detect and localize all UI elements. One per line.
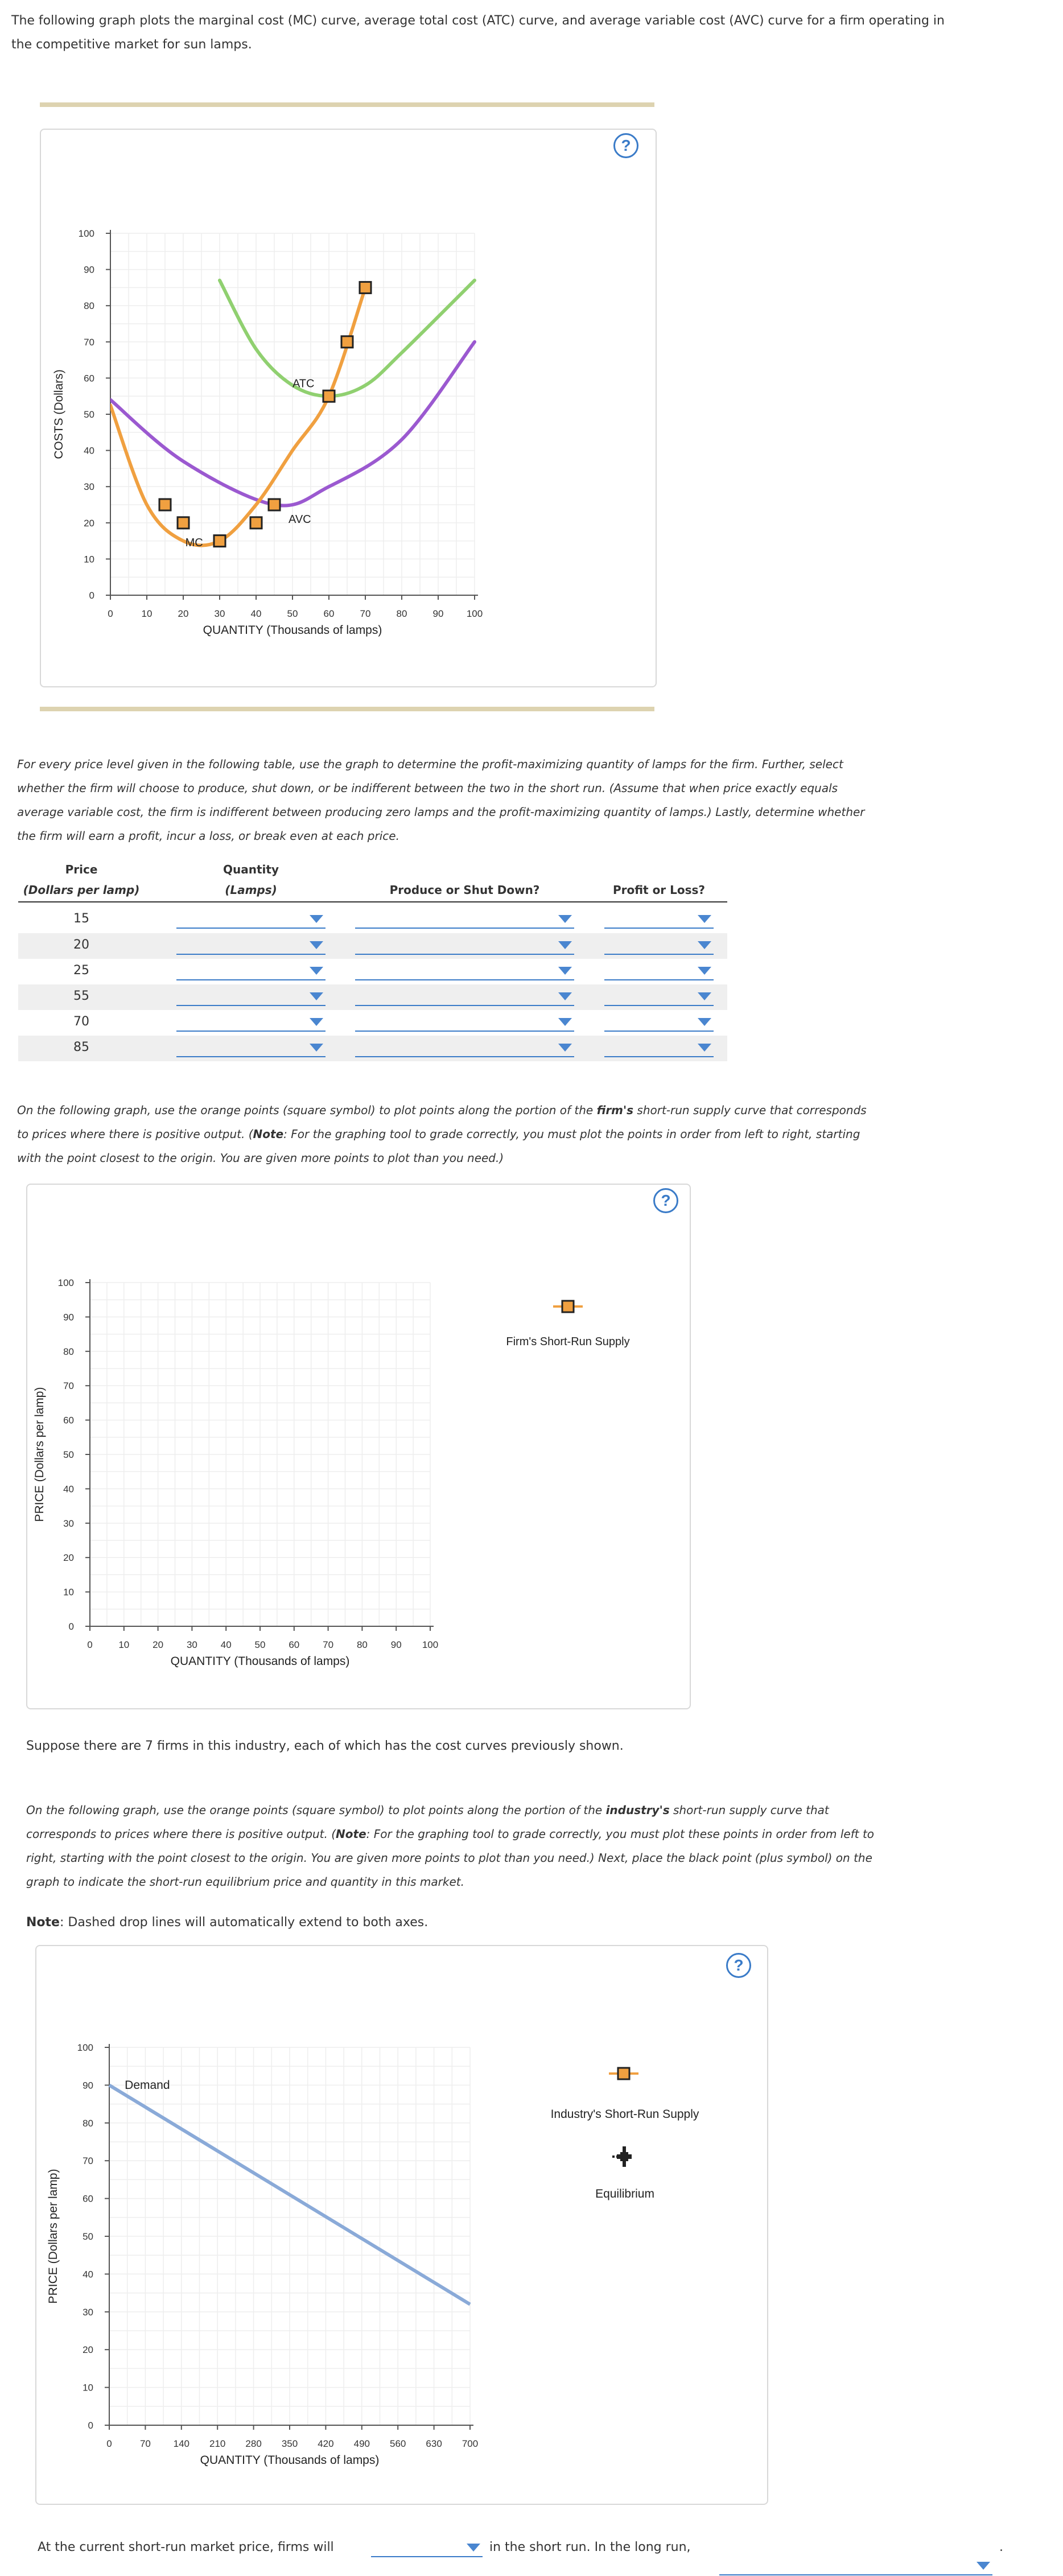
intro-text: The following graph plots the marginal cost (MC) curve, average total cost (ATC) curve, and average variable cost (AVC) curve for a firm operating in the competitive market for sun lamps.: [11, 14, 945, 52]
chevron-down-icon: [310, 941, 323, 949]
produce-dropdown[interactable]: [355, 1039, 574, 1057]
table-instructions: For every price level given in the following table, use the graph to determine the profit-maximizing quantity of lamps for the firm. Further, select whether the firm will choose to produce, shut down, or be indifferent between the two in the short run. (Assume that when price exactly equals average variable cost, the firm is indifferent between producing zero lamps and the profit-maximizing quantity of lamps.) Lastly, determine whether the firm will earn a profit, incur a loss, or break even at each price.: [17, 757, 865, 843]
x-tick-label: 210: [209, 2438, 226, 2449]
chevron-down-icon: [698, 1018, 711, 1026]
produce-dropdown[interactable]: [355, 1013, 574, 1032]
table-row: [18, 907, 727, 933]
x-tick-label: 10: [118, 1639, 130, 1650]
x-tick-label: 350: [281, 2438, 298, 2449]
quantity-dropdown[interactable]: [176, 1013, 326, 1032]
x-tick-label: 420: [318, 2438, 334, 2449]
chevron-down-icon: [467, 2544, 480, 2552]
chevron-down-icon: [558, 941, 572, 949]
y-tick-label: 70: [63, 1380, 74, 1392]
chevron-down-icon: [310, 915, 323, 923]
divider-bottom: [40, 707, 654, 711]
x-tick-label: 90: [390, 1639, 402, 1650]
header-price: Price: [65, 863, 98, 876]
cost-x-axis-title: QUANTITY (Thousands of lamps): [203, 624, 382, 637]
chevron-down-icon: [698, 992, 711, 1000]
x-tick-label: 280: [245, 2438, 262, 2449]
table-row: [18, 1036, 727, 1061]
y-tick-label: 90: [83, 2080, 93, 2091]
profit-dropdown[interactable]: [604, 962, 714, 980]
x-tick-label: 80: [396, 608, 407, 619]
cost-curves-graph[interactable]: [41, 130, 656, 686]
x-tick-label: 30: [214, 608, 225, 619]
mc-point[interactable]: [178, 517, 189, 529]
y-tick-label: 100: [77, 2042, 93, 2053]
note-text: Note: Dashed drop lines will automatically extend to both axes.: [26, 1915, 429, 1930]
y-tick-label: 40: [83, 2269, 93, 2280]
firm-x-axis-title: QUANTITY (Thousands of lamps): [170, 1655, 350, 1668]
industry-supply-point-tool[interactable]: [609, 2068, 638, 2079]
table-row: [18, 959, 727, 984]
y-tick-label: 80: [84, 300, 94, 312]
firm-supply-instructions: On the following graph, use the orange points (square symbol) to plot points along the portion of the firm's short-run supply curve that corresponds to prices where there is positive output. (Note: For the graphing tool to grade correctly, you must plot the points in order from left to right, starting with the point closest to the origin. You are given more points to plot than you need.): [17, 1103, 867, 1165]
chevron-down-icon: [310, 1018, 323, 1026]
produce-dropdown[interactable]: [355, 937, 574, 955]
y-tick-label: 0: [89, 590, 94, 601]
chevron-down-icon: [698, 941, 711, 949]
x-tick-label: 80: [356, 1639, 368, 1650]
y-tick-label: 40: [84, 445, 94, 456]
legend-firm-supply: Firm's Short-Run Supply: [506, 1336, 630, 1348]
profit-dropdown[interactable]: [604, 937, 714, 955]
x-tick-label: 20: [153, 1639, 164, 1650]
x-tick-label: 60: [289, 1639, 300, 1650]
produce-dropdown[interactable]: [355, 962, 574, 980]
profit-dropdown[interactable]: [604, 1013, 714, 1032]
y-tick-label: 80: [83, 2117, 93, 2129]
header-rule: [18, 901, 727, 902]
x-tick-label: 50: [254, 1639, 266, 1650]
x-tick-label: 560: [390, 2438, 406, 2449]
x-tick-label: 0: [106, 2438, 112, 2449]
price-cell: 20: [73, 938, 89, 952]
firm-supply-graph[interactable]: [27, 1185, 690, 1708]
x-tick-label: 100: [422, 1639, 439, 1650]
x-tick-label: 700: [462, 2438, 479, 2449]
avc-label: AVC: [288, 513, 311, 526]
chevron-down-icon: [310, 1044, 323, 1052]
equilibrium-point-tool[interactable]: [612, 2146, 632, 2167]
header-quantity-sub: (Lamps): [225, 883, 277, 897]
legend-equilibrium: Equilibrium: [595, 2187, 654, 2200]
table-row: [18, 984, 727, 1010]
x-tick-label: 90: [432, 608, 444, 619]
y-tick-label: 20: [84, 517, 94, 529]
y-tick-label: 30: [83, 2306, 93, 2318]
chevron-down-icon: [310, 967, 323, 975]
profit-dropdown[interactable]: [604, 1039, 714, 1057]
profit-dropdown[interactable]: [604, 910, 714, 929]
x-tick-label: 70: [323, 1639, 334, 1650]
help-icon[interactable]: ?: [653, 1188, 678, 1213]
x-tick-label: 140: [173, 2438, 189, 2449]
chevron-down-icon: [558, 992, 572, 1000]
x-tick-label: 70: [139, 2438, 151, 2449]
y-tick-label: 30: [84, 481, 94, 493]
price-cell: 85: [73, 1040, 89, 1054]
short-run-action-dropdown[interactable]: [371, 2539, 483, 2557]
help-icon[interactable]: ?: [726, 1953, 751, 1978]
y-tick-label: 50: [63, 1449, 74, 1460]
produce-dropdown[interactable]: [355, 910, 574, 929]
chevron-down-icon: [558, 967, 572, 975]
mc-label: MC: [185, 537, 203, 550]
x-tick-label: 40: [250, 608, 262, 619]
y-tick-label: 0: [68, 1621, 74, 1632]
firm-y-axis-title: PRICE (Dollars per lamp): [33, 1387, 46, 1522]
price-cell: 15: [73, 912, 89, 926]
x-tick-label: 490: [353, 2438, 370, 2449]
mc-point[interactable]: [323, 390, 335, 402]
y-tick-label: 10: [63, 1586, 74, 1598]
x-tick-label: 70: [360, 608, 371, 619]
quantity-dropdown[interactable]: [176, 910, 326, 929]
quantity-dropdown[interactable]: [176, 962, 326, 980]
y-tick-label: 100: [57, 1277, 74, 1288]
y-tick-label: 0: [88, 2420, 93, 2431]
y-tick-label: 90: [63, 1312, 74, 1323]
chevron-down-icon: [558, 1018, 572, 1026]
price-cell: 25: [73, 963, 89, 978]
help-icon[interactable]: ?: [613, 133, 638, 158]
cost-y-axis-title: COSTS (Dollars): [52, 369, 65, 459]
quantity-dropdown[interactable]: [176, 937, 326, 955]
y-tick-label: 80: [63, 1346, 74, 1357]
chevron-down-icon: [698, 1044, 711, 1052]
firms-text: Suppose there are 7 firms in this industry, each of which has the cost curves previously shown.: [26, 1739, 624, 1753]
industry-x-axis-title: QUANTITY (Thousands of lamps): [200, 2454, 380, 2467]
produce-dropdown[interactable]: [355, 988, 574, 1006]
table-row: [18, 933, 727, 959]
final-sentence: At the current short-run market price, firms will in the short run. In the long run, .: [38, 2536, 1062, 2561]
chevron-down-icon: [977, 2562, 990, 2570]
mc-point[interactable]: [214, 535, 225, 547]
x-tick-label: 50: [287, 608, 298, 619]
x-tick-label: 0: [108, 608, 113, 619]
y-tick-label: 90: [84, 264, 94, 275]
header-price-sub: (Dollars per lamp): [23, 883, 140, 897]
quantity-dropdown[interactable]: [176, 988, 326, 1006]
cost-curves-panel: [40, 129, 657, 687]
mc-point[interactable]: [250, 517, 262, 529]
y-tick-label: 20: [83, 2344, 93, 2356]
industry-supply-instructions: On the following graph, use the orange points (square symbol) to plot points along the portion of the industry's short-run supply curve that corresponds to prices where there is positive output. (Note: For the graphing tool to grade correctly, you must plot these points in order from left to right, starting with the point closest to the origin. You are given more points to plot than you need.) Next, place the black point (plus symbol) on the graph to indicate the short-run equilibrium price and quantity in this market.: [26, 1803, 875, 1889]
industry-supply-graph[interactable]: [36, 1946, 767, 2504]
y-tick-label: 50: [84, 409, 94, 420]
x-tick-label: 100: [466, 608, 483, 619]
firm-supply-panel: [26, 1184, 691, 1709]
chevron-down-icon: [698, 967, 711, 975]
y-tick-label: 70: [83, 2155, 93, 2167]
header-quantity: Quantity: [223, 863, 279, 876]
quantity-dropdown[interactable]: [176, 1039, 326, 1057]
industry-y-axis-title: PRICE (Dollars per lamp): [47, 2169, 60, 2304]
x-tick-label: 630: [426, 2438, 442, 2449]
long-run-dropdown[interactable]: [719, 2557, 992, 2575]
atc-label: ATC: [292, 377, 315, 390]
x-tick-label: 30: [186, 1639, 197, 1650]
x-tick-label: 40: [220, 1639, 232, 1650]
mc-point[interactable]: [159, 499, 171, 510]
y-tick-label: 40: [63, 1483, 74, 1495]
y-tick-label: 60: [83, 2193, 93, 2204]
y-tick-label: 30: [63, 1518, 74, 1529]
header-produce: Produce or Shut Down?: [389, 883, 540, 897]
supply-point-tool[interactable]: [553, 1301, 583, 1312]
industry-supply-panel: [35, 1945, 768, 2505]
profit-dropdown[interactable]: [604, 988, 714, 1006]
table-row: [18, 1010, 727, 1036]
mc-point[interactable]: [341, 336, 353, 348]
mc-point[interactable]: [269, 499, 280, 510]
y-tick-label: 20: [63, 1552, 74, 1564]
legend-industry-supply: Industry's Short-Run Supply: [550, 2108, 699, 2121]
y-tick-label: 70: [84, 336, 94, 348]
x-tick-label: 60: [323, 608, 335, 619]
x-tick-label: 20: [178, 608, 189, 619]
price-cell: 70: [73, 1015, 89, 1029]
x-tick-label: 10: [141, 608, 153, 619]
chevron-down-icon: [558, 915, 572, 923]
price-cell: 55: [73, 989, 89, 1003]
mc-point[interactable]: [360, 282, 371, 293]
header-profit: Profit or Loss?: [612, 883, 706, 897]
y-tick-label: 100: [78, 228, 94, 239]
y-tick-label: 50: [83, 2231, 93, 2242]
y-tick-label: 60: [63, 1415, 74, 1426]
y-tick-label: 60: [84, 373, 94, 384]
y-tick-label: 10: [83, 2382, 93, 2393]
chevron-down-icon: [698, 915, 711, 923]
divider-top: [40, 102, 654, 107]
demand-label: Demand: [125, 2079, 170, 2092]
x-tick-label: 0: [87, 1639, 93, 1650]
chevron-down-icon: [558, 1044, 572, 1052]
chevron-down-icon: [310, 992, 323, 1000]
y-tick-label: 10: [84, 554, 94, 565]
